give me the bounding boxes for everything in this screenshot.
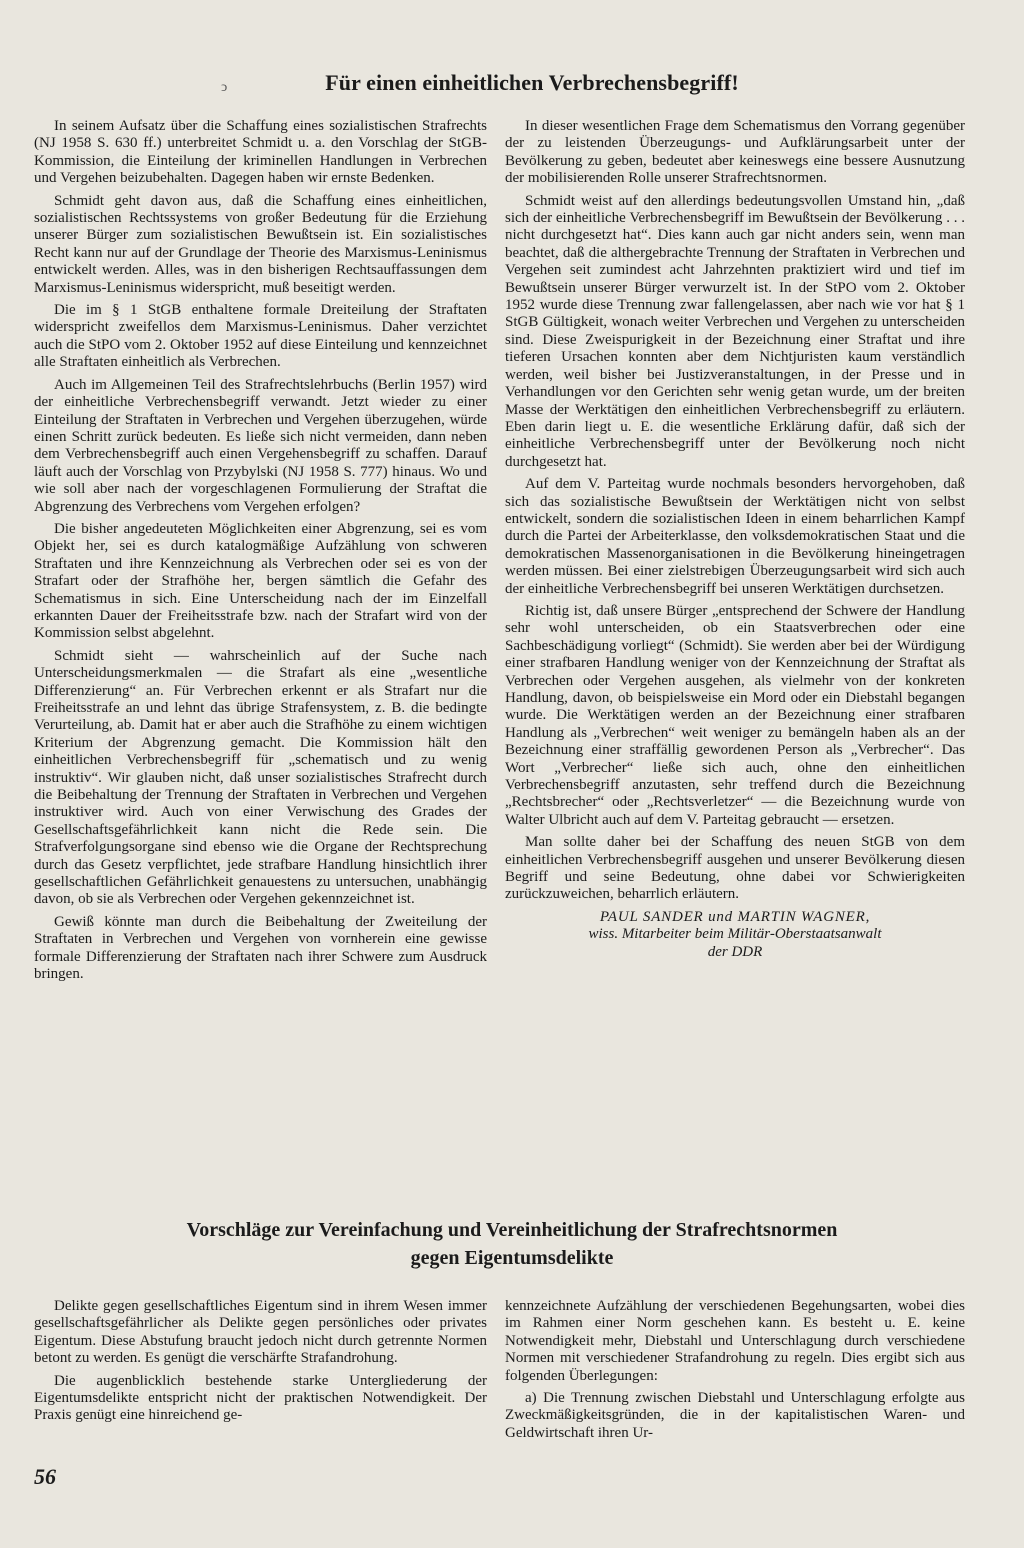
article1-column-right	[505, 118, 965, 961]
paragraph: Gewiß könnte man durch die Beibehaltung der Zweiteilung der Straftaten in Verbrechen und Vergehen von vornherein eine gewisse formale Differenzierung der Straftaten nach ihrer Schwere zum Ausdruck bringen.	[34, 913, 487, 983]
author-names: PAUL SANDER und MARTIN WAGNER,	[599, 908, 871, 925]
paragraph: In seinem Aufsatz über die Schaffung eines sozialistischen Strafrechts (NJ 1958 S. 630 ff.) unterbreitet Schmidt u. a. den Vorschlag der StGB-Kommission, die Einteilung der kriminellen Handlungen in Verbrechen und Vergehen beizubehalten. Dagegen haben wir ernste Bedenken.	[34, 118, 487, 187]
paragraph: Auch im Allgemeinen Teil des Strafrechtslehrbuchs (Berlin 1957) wird der einheitliche Verbrechensbegriff verwandt. Jetzt wieder zu einer Einteilung der Straftaten in Verbrechen und Vergehen überzugehen, würde einen Schritt zurück bedeuten. Es ließe sich nicht vermeiden, dann neben dem Verbrechensbegriff auch einen Vergehensbegriff zu schaffen. Darauf läuft auch der Vorschlag von Przybylski (NJ 1958 S. 777) hinaus. Wo und wie soll aber nach der vorgeschlagenen Formulierung der Straftat die Abgrenzung des Verbrechens vom Vergehen erfolgen?	[34, 376, 487, 515]
paragraph: Schmidt sieht — wahrscheinlich auf der Suche nach Unterscheidungsmerkmalen — die Strafart als eine „wesentliche Differenzierung“ an. Für Verbrechen erkennt er als Strafart nur die Freiheitsstrafe an und lehnt das übrige Strafensystem, z. B. die bedingte Verurteilung, ab. Damit hat er aber auch die Strafhöhe zu einem wichtigen Kriterium der Abgrenzung gemacht. Die Kommission hält den einheitlichen Verbrechensbegriff für „schematisch und zu wenig instruktiv“. Wir glauben nicht, daß unser sozialistisches Strafrecht durch die Beibehaltung der Trennung der Straftaten in Verbrechen und Vergehen instruktiver wird. Auch von einer Verwischung des Grades der Gesellschaftsgefährlichkeit kann nicht die Rede sein. Die Strafverfolgungsorgane sind ebenso wie die Organe der Rechtsprechung durch das Gesetz verpflichtet, jede strafbare Handlung hinsichtlich ihrer gesellschaftlichen Gefährlichkeit genauestens zu untersuchen, unabhängig davon, ob sie als Verbrechen oder Vergehen gekennzeichnet ist.	[34, 647, 487, 908]
paragraph: Schmidt geht davon aus, daß die Schaffung eines einheitlichen, sozialistischen Rechtssystems von großer Bedeutung für die Erziehung unserer Bürger zum sozialistischen Bewußtsein ist. Ein sozialistisches Recht kann nur auf der Grundlage der Theorie des Marxismus-Leninismus entwickelt werden. Alles, was in den bisherigen Rechtsauffassungen dem Marxismus-Leninismus widerspricht, muß beseitigt werden.	[34, 192, 487, 296]
paragraph: Die im § 1 StGB enthaltene formale Dreiteilung der Straftaten widerspricht zweifellos dem Marxismus-Leninismus. Daher verzichtet auch die StPO vom 2. Oktober 1952 auf diese Einteilung und kennzeichnet alle Straftaten einheitlich als Verbrechen.	[34, 302, 487, 371]
paragraph: kennzeichnete Aufzählung der verschiedenen Begehungsarten, wobei dies im Rahmen einer Norm geschehen kann. Es besteht u. E. keine Notwendigkeit mehr, Diebstahl und Unterschlagung durch verschiedene Normen mit verschiedener Strafandrohung zu regeln. Dies ergibt sich aus folgenden Überlegungen:	[505, 1298, 965, 1384]
article2-column-left	[34, 1298, 487, 1425]
margin-mark: ↄ	[221, 80, 228, 95]
paragraph: Auf dem V. Parteitag wurde nochmals besonders hervorgehoben, daß sich das sozialistische Bewußtsein der Werktätigen nicht von selbst entwickelt, sondern die sozialistischen Ideen in einem beharrlichen Kampf durch die Partei der Arbeiterklasse, den volksdemokratischen Staat und die demokratischen Massenorganisationen in die Bevölkerung hineingetragen werden müssen. Bei einer zielstrebigen Überzeugungsarbeit wird sich auch der einheitliche Verbrechensbegriff bei unseren Werktätigen durchsetzen.	[505, 476, 965, 597]
article2-title-line1: Vorschläge zur Vereinfachung und Vereinheitlichung der Strafrechtsnormen	[186, 1219, 838, 1241]
article2-column-right	[505, 1298, 965, 1442]
paragraph: Man sollte daher bei der Schaffung des neuen StGB von dem einheitlichen Verbrechensbegriff ausgehen und unserer Bevölkerung diesen Begriff und seine Bedeutung, ohne dabei vor Schwierigkeiten zurückzuweichen, beharrlich erläutern.	[505, 834, 965, 903]
paragraph: Richtig ist, daß unsere Bürger „entsprechend der Schwere der Handlung sehr wohl unterscheiden, ob ein Staatsverbrechen oder eine Sachbeschädigung vorliegt“ (Schmidt). Sie werden aber bei der Würdigung einer strafbaren Handlung weniger von der Kennzeichnung der Straftat als Verbrechen oder Vergehen ausgehen, als vielmehr von der konkreten Handlung, davon, ob beispielsweise ein Mord oder ein Diebstahl begangen wurde. Die Werktätigen werden an der Bezeichnung einer strafbaren Handlung als „Verbrechen“ weit weniger zu bemängeln haben als an der Bezeichnung einer straffällig gewordenen Person als „Verbrecher“. Das Wort „Verbrecher“ ließe sich auch, ohne den einheitlichen Verbrechensbegriff anzutasten, sehr treffend durch die Bezeichnung „Rechtsbrecher“ oder „Rechtsverletzer“ — die Bezeichnung wurde von Walter Ulbricht auch auf dem V. Parteitag gebraucht — ersetzen.	[505, 602, 965, 828]
article2-title-line2: gegen Eigentumsdelikte	[410, 1247, 614, 1269]
paragraph: a) Die Trennung zwischen Diebstahl und Unterschlagung erfolgte aus Zweckmäßigkeitsgründen, die in der kapitalistischen Waren- und Geldwirtschaft ihren Ur-	[505, 1390, 965, 1441]
article2-title	[0, 1216, 1024, 1272]
paragraph: Die augenblicklich bestehende starke Untergliederung der Eigentumsdelikte entspricht nicht der praktischen Notwendigkeit. Der Praxis genügt eine hinreichend ge-	[34, 1372, 487, 1424]
paragraph: Delikte gegen gesellschaftliches Eigentum sind in ihrem Wesen immer gesellschaftsgefährlicher als Delikte gegen persönliches oder privates Eigentum. Diese Abstufung braucht jedoch nicht durch getrennte Normen betont zu werden. Es genügt die verschärfte Strafandrohung.	[34, 1298, 487, 1367]
article1-title-text: Für einen einheitlichen Verbrechensbegriff!	[325, 70, 739, 95]
article1-column-left	[34, 118, 487, 984]
paragraph: Die bisher angedeuteten Möglichkeiten einer Abgrenzung, sei es vom Objekt her, sei es durch katalogmäßige Aufzählung von schweren Straftaten und ihre Kennzeichnung als Verbrechen oder sei es von der Strafart oder der Strafhöhe her, bergen sämtlich die Gefahr des Schematismus in sich. Eine Unterscheidung nach der im Einzelfall erkannten Dauer der Freiheitsstrafe bzw. nach der Strafart wird von der Kommission selbst abgelehnt.	[34, 520, 487, 642]
paragraph: Schmidt weist auf den allerdings bedeutungsvollen Umstand hin, „daß sich der einheitliche Verbrechensbegriff im Bewußtsein der Bevölkerung . . . nicht durchgesetzt hat“. Dies kann auch gar nicht anders sein, wenn man beachtet, daß die althergebrachte Trennung der Straftaten in Verbrechen und Vergehen seit zumindest acht Jahrzehnten praktiziert wird und tief im Bewußtsein unserer Bürger verwurzelt ist. In der StPO vom 2. Oktober 1952 wurde diese Trennung zwar fallengelassen, aber nach wie vor hat § 1 StGB Gültigkeit, wonach weiter Verbrechen und Vergehen zu unterscheiden sind. Diese Zweispurigkeit in der Bezeichnung einer Straftat und ihre tieferen Ursachen konnten aber dem Nichtjuristen kaum verständlich werden, weil bisher bei Justizveranstaltungen, in der Presse und in Verhandlungen vor den Gerichten sehr wenig getan wurde, um der breiten Masse der Werktätigen den einheitlichen Verbrechensbegriff zu erläutern. Eben darin liegt u. E. die wesentliche Erklärung dafür, daß sich der einheitliche Verbrechensbegriff unter der Bevölkerung noch nicht durchgesetzt hat.	[505, 192, 965, 470]
author-signature	[505, 909, 965, 961]
page-number: 56	[34, 1464, 56, 1489]
author-role: wiss. Mitarbeiter beim Militär-Oberstaatsanwalt	[588, 926, 882, 943]
article1-title	[0, 70, 1024, 96]
author-role-org: der DDR	[707, 943, 763, 960]
paragraph: In dieser wesentlichen Frage dem Schematismus den Vorrang gegenüber der zu leistenden Überzeugungs- und Aufklärungsarbeit unter der Bevölkerung zu geben, bedeutet aber keineswegs eine bessere Ausnutzung der mobilisierenden Rolle unserer Strafrechtsnormen.	[505, 118, 965, 187]
